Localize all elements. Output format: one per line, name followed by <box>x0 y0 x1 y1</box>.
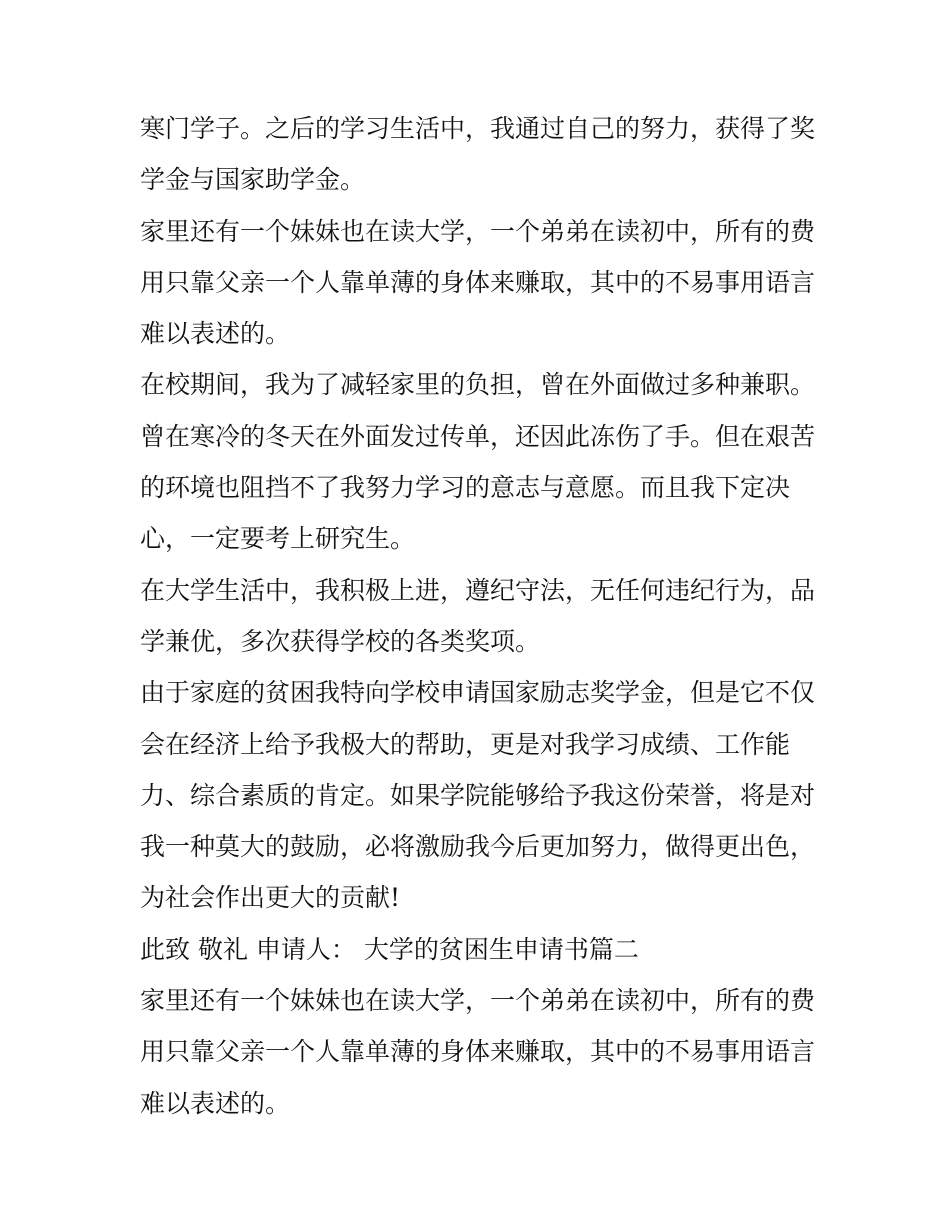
text-line: 心，一定要考上研究生。 <box>140 524 416 554</box>
text-line: 在大学生活中，我积极上进，遵纪守法，无任何违纪行为，品 <box>140 575 816 605</box>
text-line: 由于家庭的贫困我特向学校申请国家励志奖学金，但是它不仅 <box>140 678 816 708</box>
text-line: 此致 敬礼 申请人： 大学的贫困生申请书篇二 <box>140 934 639 964</box>
text-line: 学兼优，多次获得学校的各类奖项。 <box>140 626 541 656</box>
text-line: 学金与国家助学金。 <box>140 165 366 195</box>
text-line: 为社会作出更大的贡献! <box>140 883 401 913</box>
text-line: 曾在寒冷的冬天在外面发过传单，还因此冻伤了手。但在艰苦 <box>140 421 816 451</box>
text-line: 会在经济上给予我极大的帮助，更是对我学习成绩、工作能 <box>140 729 791 759</box>
text-line: 难以表述的。 <box>140 319 291 349</box>
text-line: 寒门学子。之后的学习生活中，我通过自己的努力，获得了奖 <box>140 114 816 143</box>
text-line: 难以表述的。 <box>140 1088 291 1118</box>
text-line: 力、综合素质的肯定。如果学院能够给予我这份荣誉，将是对 <box>140 780 816 810</box>
text-line: 我一种莫大的鼓励，必将激励我今后更加努力，做得更出色， <box>140 832 816 862</box>
text-line: 在校期间，我为了减轻家里的负担，曾在外面做过多种兼职。 <box>140 370 816 400</box>
text-line: 的环境也阻挡不了我努力学习的意志与意愿。而且我下定决 <box>140 473 791 503</box>
document-body <box>140 103 820 1129</box>
text-line: 家里还有一个妹妹也在读大学，一个弟弟在读初中，所有的费 <box>140 986 816 1016</box>
text-line: 家里还有一个妹妹也在读大学，一个弟弟在读初中，所有的费 <box>140 216 816 246</box>
text-line: 用只靠父亲一个人靠单薄的身体来赚取，其中的不易事用语言 <box>140 1037 816 1067</box>
text-line: 用只靠父亲一个人靠单薄的身体来赚取，其中的不易事用语言 <box>140 267 816 297</box>
